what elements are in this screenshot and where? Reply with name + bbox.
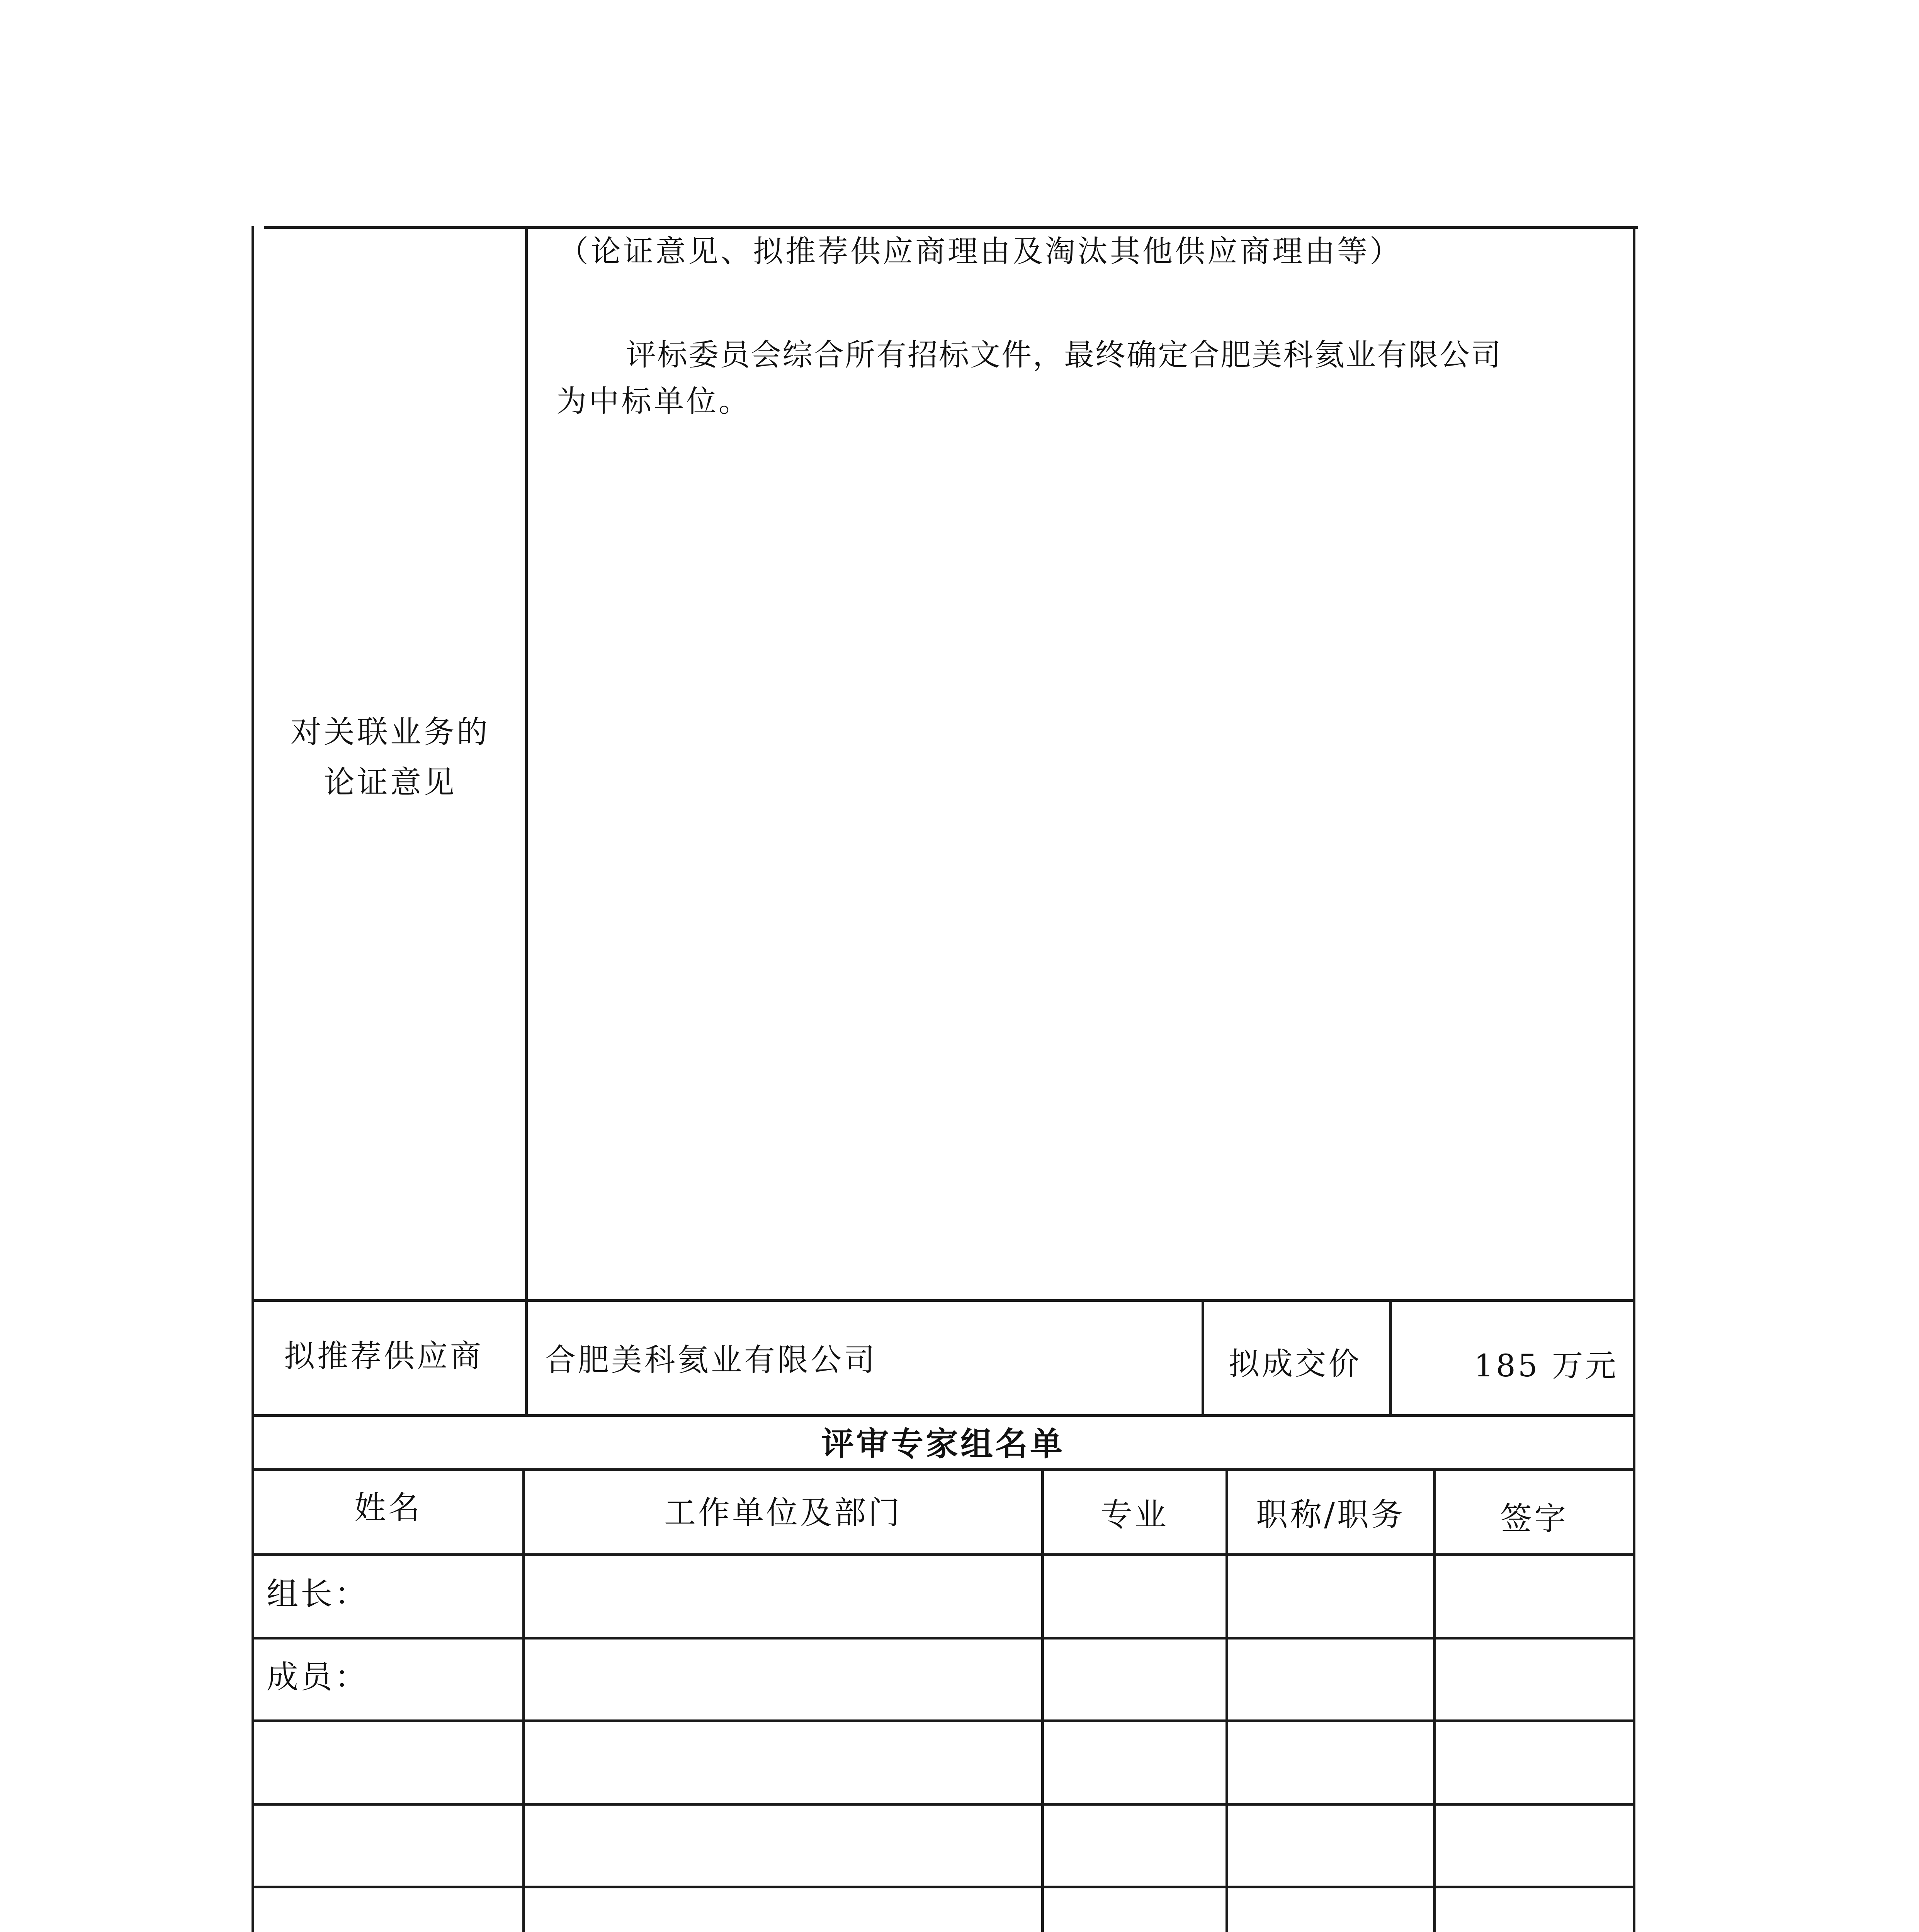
- expert-header-major: 专业: [1100, 1497, 1169, 1533]
- expert-col-title-line: [1433, 1468, 1436, 1932]
- expert-header-sign: 签字: [1500, 1500, 1568, 1537]
- expert-col-name-line: [522, 1468, 525, 1932]
- outer-top-border: [264, 226, 1638, 229]
- argument-label-line1: 对关联业务的: [291, 714, 490, 750]
- expert-table-title: 评审专家组名单: [821, 1425, 1065, 1463]
- expert-row-member-label: 成员：: [267, 1659, 369, 1696]
- expert-header-unit: 工作单位及部门: [664, 1495, 902, 1531]
- argument-divider: [525, 226, 528, 1416]
- argument-text-line2: 为中标单位。: [556, 384, 751, 419]
- argument-text-line1: 评标委员会综合所有招标文件，最终确定合肥美科氦业有限公司: [626, 338, 1503, 372]
- argument-bottom-line: [252, 1299, 1635, 1302]
- outer-right-border: [1633, 226, 1635, 1932]
- expert-col-unit-line: [1041, 1468, 1044, 1932]
- supplier-bottom-line: [252, 1414, 1635, 1417]
- price-label-left-line: [1202, 1299, 1204, 1415]
- expert-row-leader-label: 组长：: [267, 1576, 369, 1612]
- argument-label-line2: 论证意见: [324, 764, 457, 800]
- supplier-label: 拟推荐供应商: [284, 1338, 483, 1374]
- argument-label: [270, 714, 510, 800]
- expert-row4-bottom-line: [252, 1886, 1635, 1888]
- expert-header-title: 职称/职务: [1256, 1497, 1405, 1533]
- expert-row3-bottom-line: [252, 1803, 1635, 1806]
- outer-left-border: [252, 226, 254, 1932]
- price-value: 185 万元: [1474, 1348, 1619, 1384]
- expert-title-bottom-line: [252, 1468, 1635, 1471]
- price-label: 拟成交价: [1229, 1346, 1361, 1382]
- price-value-left-line: [1389, 1299, 1392, 1415]
- expert-col-major-line: [1226, 1468, 1228, 1932]
- supplier-value: 合肥美科氦业有限公司: [545, 1342, 877, 1378]
- expert-header-bottom-line: [252, 1553, 1635, 1556]
- argument-hint: （论证意见、拟推荐供应商理由及淘汰其他供应商理由等）: [558, 234, 1402, 269]
- expert-row1-bottom-line: [252, 1637, 1635, 1639]
- expert-header-name: 姓名: [354, 1490, 422, 1526]
- expert-row2-bottom-line: [252, 1719, 1635, 1722]
